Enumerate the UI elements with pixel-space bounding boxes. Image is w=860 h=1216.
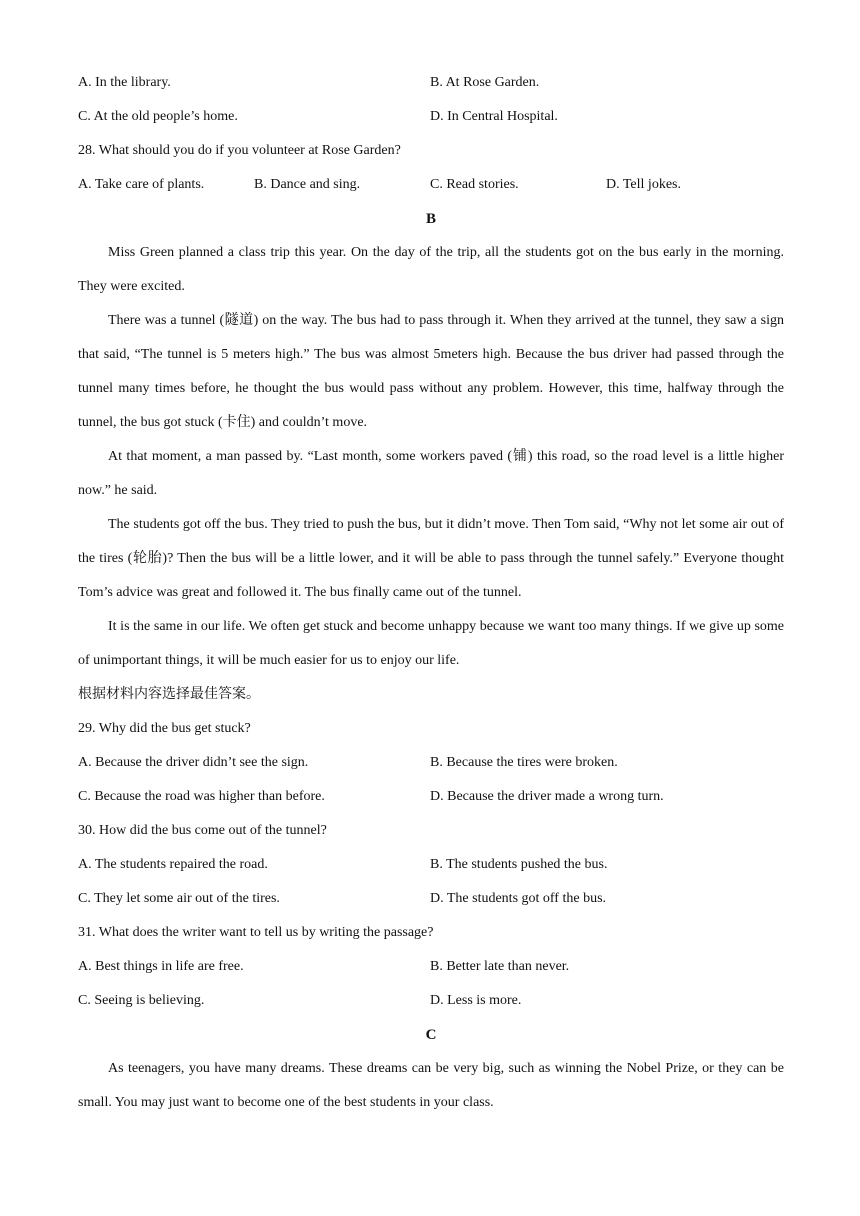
q29-option-b: B. Because the tires were broken.: [430, 755, 618, 770]
section-b-paragraph-1: Miss Green planned a class trip this year. On the day of the trip, all the students got on the bus early in the morning. They were excited.: [78, 245, 784, 294]
q28-options: [78, 168, 784, 202]
q29-options-row-1: [78, 746, 784, 780]
q28-option-c: C. Read stories.: [430, 177, 519, 192]
q31-options-row-1: [78, 950, 784, 984]
section-c-heading: C: [425, 1027, 437, 1043]
section-b-paragraph-5: It is the same in our life. We often get stuck and become unhappy because we want too many things. If we give up some of unimportant things, it will be much easier for us to enjoy our life.: [78, 619, 784, 668]
section-b-paragraph-4: The students got off the bus. They tried to push the bus, but it didn’t move. Then Tom said, “Why not let some air out of the tires (轮胎)? Then the bus will be a little lower, and it will be able to pass through the tunnel safely.” Everyone thought Tom’s advice was great and followed it. The bus finally came out of the tunnel.: [78, 517, 784, 600]
q28-option-b: B. Dance and sing.: [254, 177, 361, 192]
q29-option-c: C. Because the road was higher than before.: [78, 789, 325, 804]
section-b-instruction: 根据材料内容选择最佳答案。: [78, 687, 260, 702]
q30-options-row-1: [78, 848, 784, 882]
q27-options-row-1: [78, 66, 784, 100]
q27-option-a: A. In the library.: [78, 75, 171, 90]
section-b-paragraph-2: There was a tunnel (隧道) on the way. The bus had to pass through it. When they arrived at the tunnel, they saw a sign that said, “The tunnel is 5 meters high.” The bus was almost 5meters high. Because the bus driver had passed through the tunnel many times before, he thought the bus would pass without any problem. However, this time, halfway through the tunnel, the bus got stuck (卡住) and couldn’t move.: [78, 313, 784, 430]
q30-options-row-2: [78, 882, 784, 916]
q30-option-d: D. The students got off the bus.: [430, 891, 607, 906]
q27-option-b: B. At Rose Garden.: [430, 75, 540, 90]
q29-option-a: A. Because the driver didn’t see the sign.: [78, 755, 309, 770]
q27-option-c: C. At the old people’s home.: [78, 109, 238, 124]
q27-option-d: D. In Central Hospital.: [430, 109, 558, 124]
q27-options-row-2: [78, 100, 784, 134]
q31-option-b: B. Better late than never.: [430, 959, 570, 974]
q30-question: 30. How did the bus come out of the tunnel?: [78, 823, 327, 838]
q31-option-c: C. Seeing is believing.: [78, 993, 205, 1008]
document-page: [78, 66, 784, 1120]
q29-question: 29. Why did the bus get stuck?: [78, 721, 251, 736]
q30-option-a: A. The students repaired the road.: [78, 857, 268, 872]
q30-option-c: C. They let some air out of the tires.: [78, 891, 280, 906]
q28-question: 28. What should you do if you volunteer at Rose Garden?: [78, 143, 401, 158]
section-b-heading: B: [425, 211, 436, 227]
section-c-paragraph-1: As teenagers, you have many dreams. These dreams can be very big, such as winning the Nobel Prize, or they can be small. You may just want to become one of the best students in your class.: [78, 1061, 784, 1110]
q29-options-row-2: [78, 780, 784, 814]
q31-option-a: A. Best things in life are free.: [78, 959, 244, 974]
q29-option-d: D. Because the driver made a wrong turn.: [430, 789, 664, 804]
q28-option-a: A. Take care of plants.: [78, 177, 205, 192]
q31-options-row-2: [78, 984, 784, 1018]
q31-option-d: D. Less is more.: [430, 993, 522, 1008]
q30-option-b: B. The students pushed the bus.: [430, 857, 608, 872]
section-b-paragraph-3: At that moment, a man passed by. “Last month, some workers paved (铺) this road, so the road level is a little higher now.” he said.: [78, 449, 784, 498]
q28-option-d: D. Tell jokes.: [606, 177, 681, 192]
q31-question: 31. What does the writer want to tell us by writing the passage?: [78, 925, 434, 940]
